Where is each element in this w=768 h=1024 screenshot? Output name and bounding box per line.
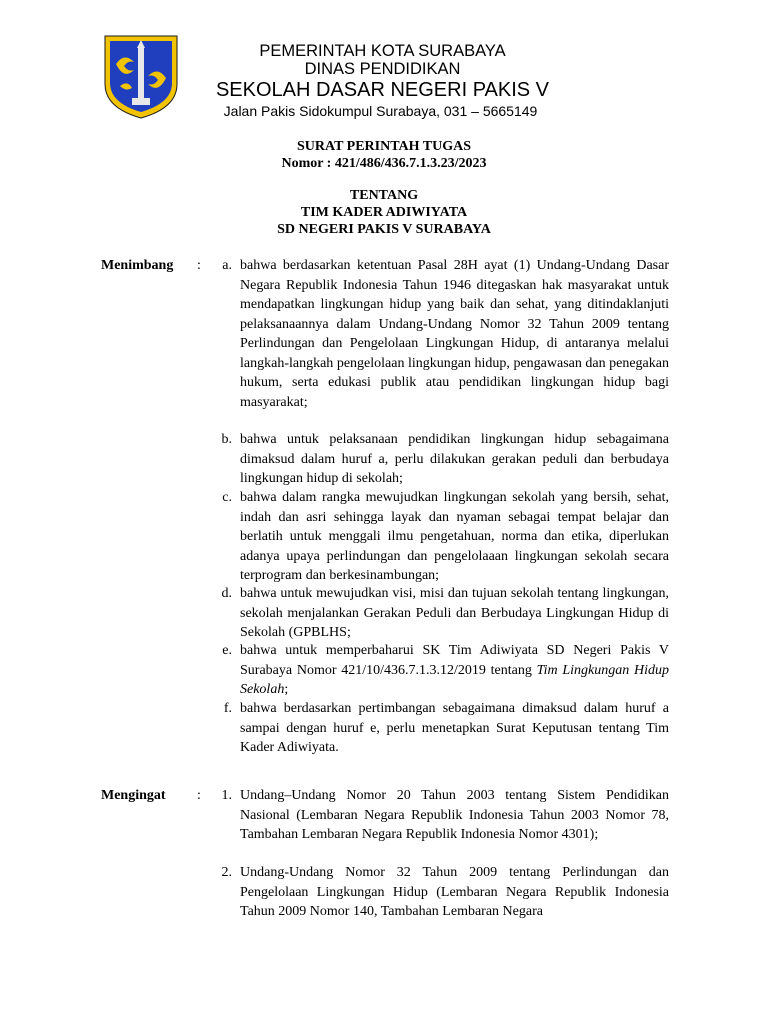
item-text-plain: bahwa untuk memperbaharui SK Tim Adiwiyata SD Negeri Pakis V Surabaya Nomor 421/10/436.7.1.3.12/2019 tentang (240, 643, 669, 678)
item-marker: d. (221, 586, 232, 601)
document-type: SURAT PERINTAH TUGAS (296, 139, 471, 154)
document-number: Nomor : 421/486/436.7.1.3.23/2023 (281, 156, 487, 171)
mengingat-label: Mengingat (101, 788, 166, 803)
menimbang-label: Menimbang (101, 258, 174, 273)
item-marker: 1. (221, 788, 232, 803)
item-text: bahwa untuk mewujudkan visi, misi dan tujuan sekolah tentang lingkungan, sekolah menjalankan Gerakan Peduli dan Berbudaya Lingkungan Hidup di Sekolah (GPBLHS; (240, 586, 669, 640)
school-name: SEKOLAH DASAR NEGERI PAKIS V (215, 79, 550, 101)
subject-line-1: TIM KADER ADIWIYATA (300, 205, 468, 220)
menimbang-colon: : (197, 258, 201, 273)
item-marker: c. (222, 490, 232, 505)
item-marker: a. (222, 258, 232, 273)
item-marker: b. (221, 432, 232, 447)
letterhead (190, 42, 575, 120)
government-name: PEMERINTAH KOTA SURABAYA (259, 42, 506, 60)
item-text-italic: Tim Lingkungan Hidup Sekolah (240, 662, 669, 697)
item-text: bahwa dalam rangka mewujudkan lingkungan sekolah yang bersih, sehat, indah dan asri sehingga layak dan nyaman sebagai tempat belajar dan berlatih untuk menggali ilmu pengetahuan, norma dan etika, diperlukan adanya upaya perlindungan dan pengelolaaan lingkungan sekolah secara terprogram dan berkesinambungan; (240, 490, 669, 583)
item-text-end: ; (284, 682, 289, 697)
school-address: Jalan Pakis Sidokumpul Surabaya, 031 – 5665149 (223, 103, 538, 119)
item-text: Undang-Undang Nomor 32 Tahun 2009 tentang Perlindungan dan Pengelolaan Lingkungan Hidup (Lembaran Negara Republik Indonesia Tahun 2009 Nomor 140, Tambahan Lembaran Negara (240, 865, 669, 919)
item-text: bahwa berdasarkan pertimbangan sebagaimana dimaksud dalam huruf a sampai dengan huruf e, perlu menetapkan Surat Keputusan tentang Tim Kader Adiwiyata. (240, 701, 669, 755)
item-text: Undang–Undang Nomor 20 Tahun 2003 tentang Sistem Pendidikan Nasional (Lembaran Negara Republik Indonesia Tahun 2003 Nomor 78, Tambahan Lembaran Negara Republik Indonesia Nomor 4301); (240, 788, 669, 842)
surabaya-city-emblem-icon (102, 34, 180, 120)
subject-line-2: SD NEGERI PAKIS V SURABAYA (277, 222, 491, 237)
department-name: DINAS PENDIDIKAN (304, 60, 461, 78)
item-text (240, 641, 669, 700)
item-marker: e. (222, 643, 232, 658)
item-text: bahwa untuk pelaksanaan pendidikan lingkungan hidup sebagaimana dimaksud dalam huruf a, perlu dilakukan gerakan peduli dan berbudaya lingkungan hidup di sekolah; (240, 432, 669, 486)
subject-about: TENTANG (349, 188, 419, 203)
mengingat-colon: : (197, 788, 201, 803)
document-subject (0, 187, 768, 238)
document-title (0, 138, 768, 172)
item-marker: 2. (221, 865, 232, 880)
item-marker: f. (223, 701, 232, 716)
item-text: bahwa berdasarkan ketentuan Pasal 28H ayat (1) Undang-Undang Dasar Negara Republik Indonesia Tahun 1946 ditegaskan hak masyarakat untuk mendapatkan lingkungan hidup yang baik dan sehat, yang ditindaklanjuti pelaksanaannya dalam Undang-Undang Nomor 32 Tahun 2009 tentang Perlindungan dan Pengelolaan Lingkungan Hidup, di antaranya melalui langkah-langkah pengelolaan lingkungan hidup, pengawasan dan penegakan hukum, serta edukasi publik atau pendidikan lingkungan hidup bagi masyarakat; (240, 258, 669, 410)
